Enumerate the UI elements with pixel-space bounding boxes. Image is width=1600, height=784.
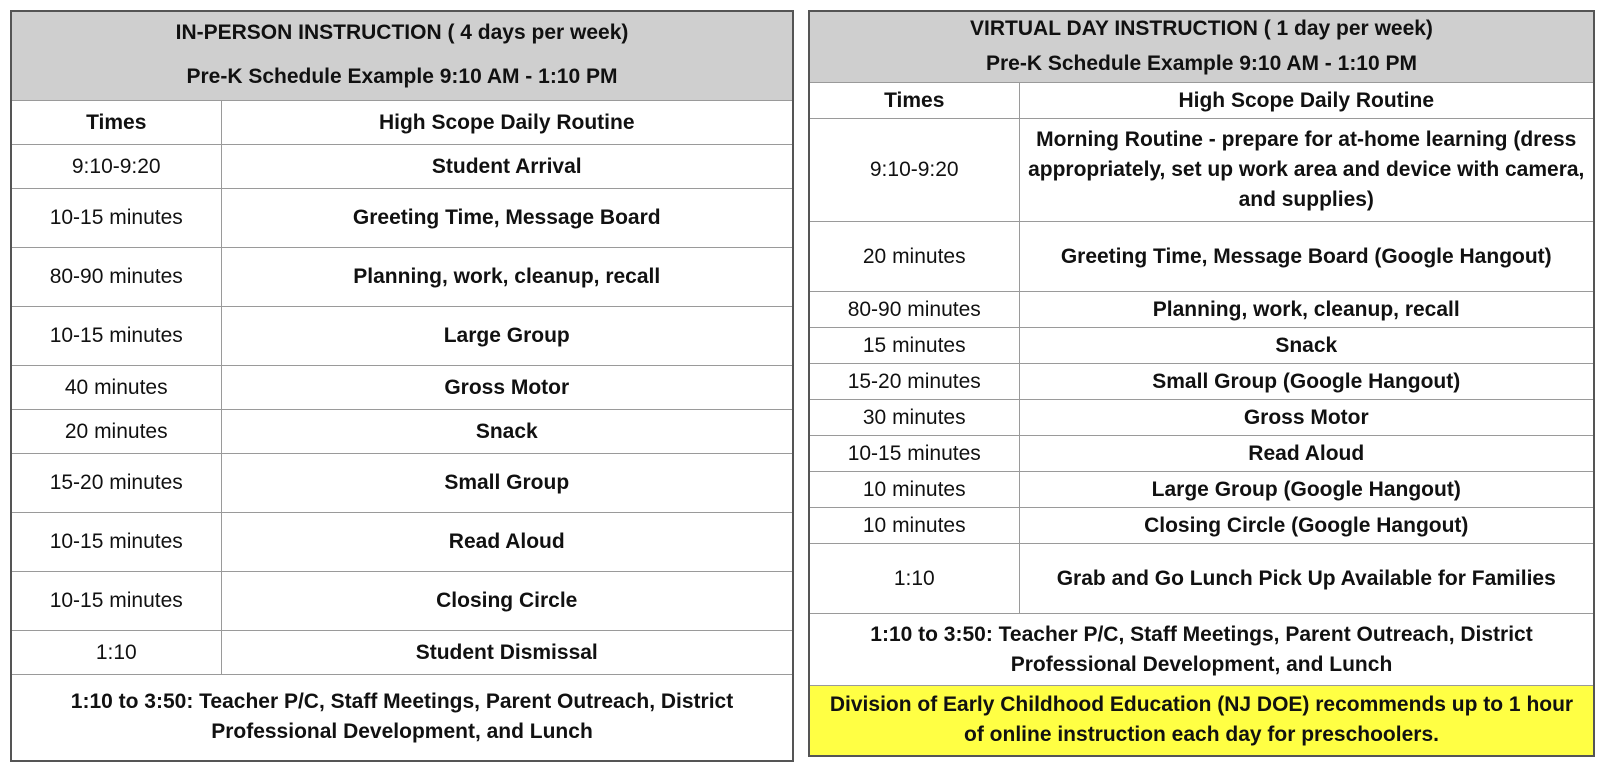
in-person-title: IN-PERSON INSTRUCTION ( 4 days per week) [11, 11, 793, 54]
in-person-schedule-table [10, 10, 794, 762]
time-cell: 10-15 minutes [11, 513, 221, 572]
table-row [809, 292, 1594, 328]
table-row [11, 145, 793, 189]
table-row [809, 472, 1594, 508]
table-row [11, 410, 793, 454]
time-cell: 80-90 minutes [809, 292, 1019, 328]
activity-cell: Snack [221, 410, 793, 454]
activity-cell: Planning, work, cleanup, recall [221, 248, 793, 307]
time-cell: 20 minutes [11, 410, 221, 454]
activity-cell: Gross Motor [1019, 400, 1594, 436]
time-cell: 30 minutes [809, 400, 1019, 436]
table-row [11, 366, 793, 410]
time-cell: 15 minutes [809, 328, 1019, 364]
time-cell: 20 minutes [809, 222, 1019, 292]
table-row [809, 119, 1594, 222]
table-row [809, 222, 1594, 292]
time-cell: 10-15 minutes [11, 307, 221, 366]
time-cell: 15-20 minutes [809, 364, 1019, 400]
in-person-subtitle: Pre-K Schedule Example 9:10 AM - 1:10 PM [11, 54, 793, 101]
time-cell: 9:10-9:20 [809, 119, 1019, 222]
table-row [11, 572, 793, 631]
activity-cell: Read Aloud [1019, 436, 1594, 472]
time-cell: 15-20 minutes [11, 454, 221, 513]
virtual-schedule-table [808, 10, 1595, 757]
in-person-footer: 1:10 to 3:50: Teacher P/C, Staff Meetings, Parent Outreach, District Professional Development, and Lunch [11, 675, 793, 761]
activity-cell: Planning, work, cleanup, recall [1019, 292, 1594, 328]
table-row [809, 328, 1594, 364]
activity-cell: Snack [1019, 328, 1594, 364]
time-cell: 10 minutes [809, 508, 1019, 544]
table-row [809, 436, 1594, 472]
activity-cell: Read Aloud [221, 513, 793, 572]
activity-cell: Closing Circle (Google Hangout) [1019, 508, 1594, 544]
activity-cell: Closing Circle [221, 572, 793, 631]
virtual-footer: 1:10 to 3:50: Teacher P/C, Staff Meetings, Parent Outreach, District Professional Development, and Lunch [809, 614, 1594, 686]
col-header-routine: High Scope Daily Routine [1019, 83, 1594, 119]
table-row [809, 544, 1594, 614]
activity-cell: Large Group (Google Hangout) [1019, 472, 1594, 508]
time-cell: 1:10 [809, 544, 1019, 614]
activity-cell: Greeting Time, Message Board [221, 189, 793, 248]
activity-cell: Large Group [221, 307, 793, 366]
table-row [11, 248, 793, 307]
time-cell: 10-15 minutes [809, 436, 1019, 472]
table-row [11, 189, 793, 248]
time-cell: 9:10-9:20 [11, 145, 221, 189]
table-row [809, 508, 1594, 544]
table-row [11, 513, 793, 572]
activity-cell: Small Group [221, 454, 793, 513]
activity-cell: Student Dismissal [221, 631, 793, 675]
activity-cell: Gross Motor [221, 366, 793, 410]
table-row [809, 364, 1594, 400]
col-header-routine: High Scope Daily Routine [221, 101, 793, 145]
col-header-times: Times [809, 83, 1019, 119]
table-row [11, 631, 793, 675]
time-cell: 10-15 minutes [11, 572, 221, 631]
time-cell: 1:10 [11, 631, 221, 675]
activity-cell: Greeting Time, Message Board (Google Hangout) [1019, 222, 1594, 292]
table-row [11, 454, 793, 513]
time-cell: 40 minutes [11, 366, 221, 410]
virtual-subtitle: Pre-K Schedule Example 9:10 AM - 1:10 PM [809, 46, 1594, 83]
activity-cell: Small Group (Google Hangout) [1019, 364, 1594, 400]
activity-cell: Student Arrival [221, 145, 793, 189]
table-row [11, 307, 793, 366]
time-cell: 10-15 minutes [11, 189, 221, 248]
col-header-times: Times [11, 101, 221, 145]
virtual-title: VIRTUAL DAY INSTRUCTION ( 1 day per week) [809, 11, 1594, 46]
table-row [809, 400, 1594, 436]
activity-cell: Morning Routine - prepare for at-home learning (dress appropriately, set up work area and device with camera, and supplies) [1019, 119, 1594, 222]
time-cell: 10 minutes [809, 472, 1019, 508]
time-cell: 80-90 minutes [11, 248, 221, 307]
nj-doe-recommendation-note: Division of Early Childhood Education (NJ DOE) recommends up to 1 hour of online instruction each day for preschoolers. [809, 686, 1594, 756]
activity-cell: Grab and Go Lunch Pick Up Available for Families [1019, 544, 1594, 614]
